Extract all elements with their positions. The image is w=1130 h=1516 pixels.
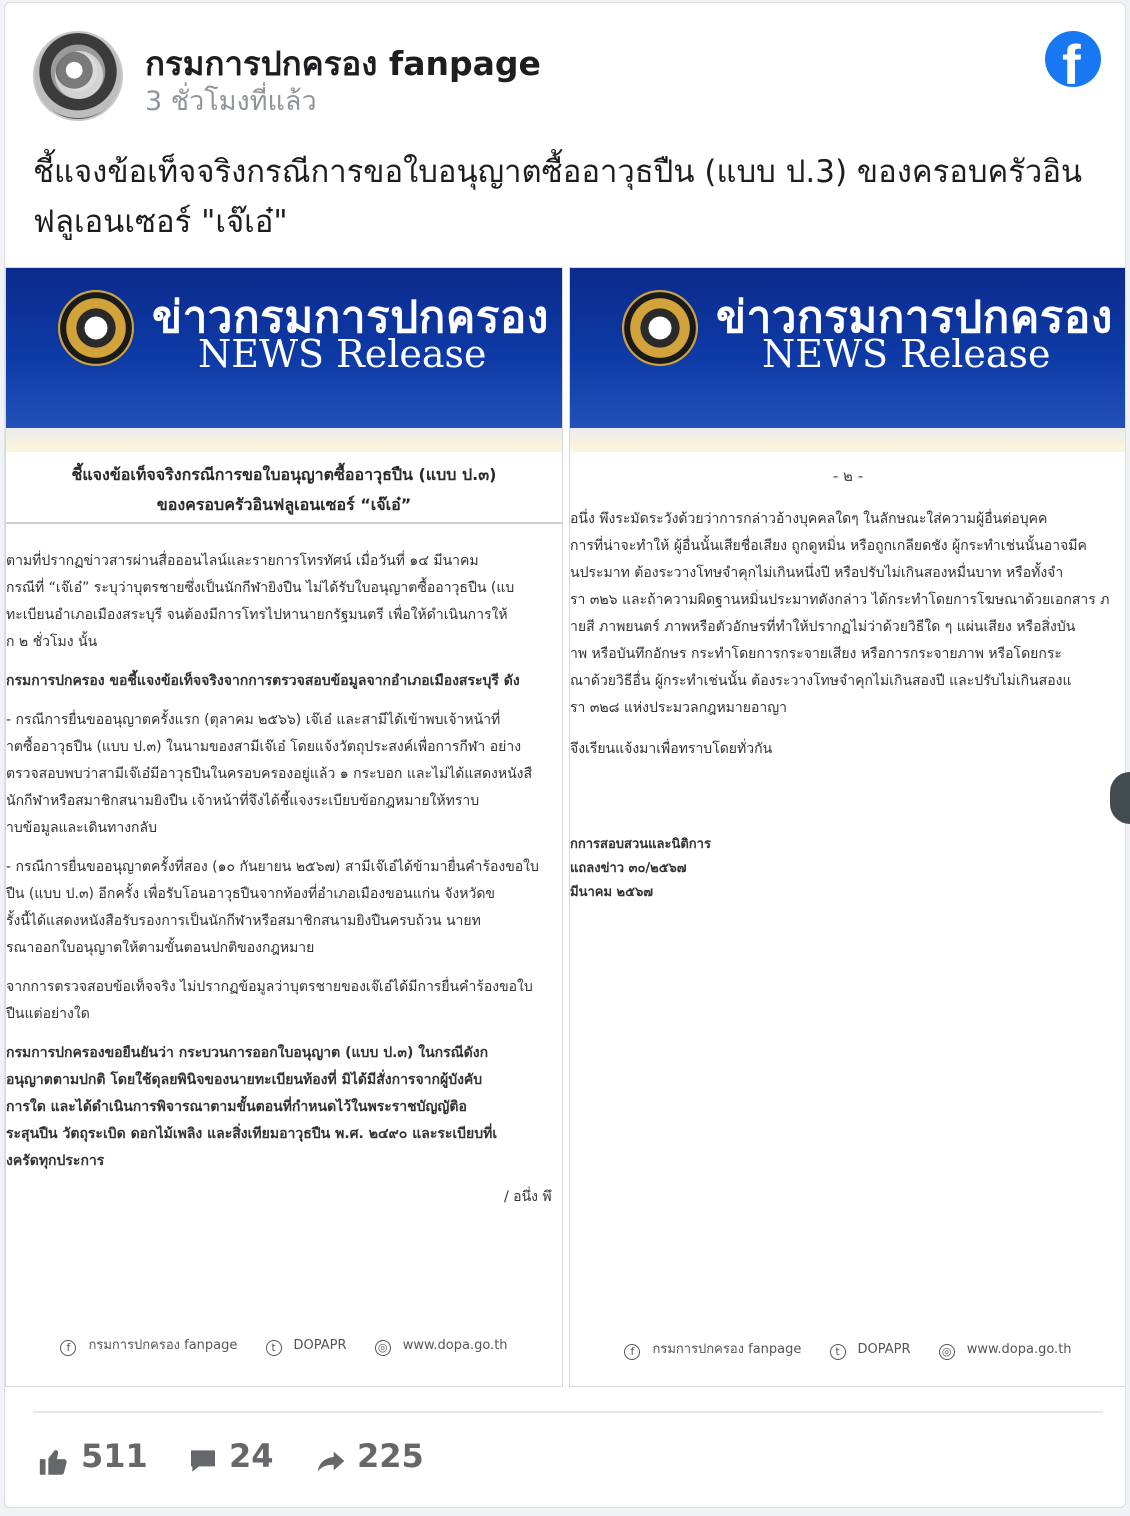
page-avatar[interactable]	[33, 31, 123, 121]
body-line: อนึ่ง พึงระมัดระวังด้วยว่าการกล่าวอ้างบุคคลใดๆ ในลักษณะใส่ความผู้อื่นต่อบุคค	[570, 511, 1048, 527]
divider	[33, 1411, 1103, 1413]
body-line: าตซื้ออาวุธปืน (แบบ ป.๓) ในนามของสามีเจ๊เอ๋ โดยแจ้งวัตถุประสงค์เพื่อการกีฬา อย่าง	[6, 739, 522, 755]
facebook-icon: f	[624, 1344, 640, 1360]
body-line: รา ๓๒๖ และถ้าความผิดฐานหมิ่นประมาทดังกล่าว ได้กระทำโดยการโฆษณาด้วยเอกสาร ภ	[570, 592, 1110, 608]
footer-website: www.dopa.go.th	[402, 1338, 508, 1353]
body-line: งครัดทุกประการ	[6, 1153, 105, 1169]
body-line: ปืนแต่อย่างใด	[6, 1006, 90, 1022]
body-line: รา ๓๒๘ แห่งประมวลกฎหมายอาญา	[570, 700, 788, 716]
body-line: ตามที่ปรากฏข่าวสารผ่านสื่อออนไลน์และรายการโทรทัศน์ เมื่อวันที่ ๑๔ มีนาคม	[6, 553, 479, 569]
body-line: าพ หรือบันทึกอักษร กระทำโดยการกระจายเสียง หรือการกระจายภาพ หรือโดยกระ	[570, 646, 1062, 662]
body-line: ก ๒ ชั่วโมง นั้น	[6, 634, 98, 650]
news-release-page-1[interactable]	[5, 267, 563, 1387]
banner-title-thai: ข่าวกรมการปกครอง	[152, 292, 549, 343]
body-line: นักกีฬาหรือสมาชิกสนามยิงปืน เจ้าหน้าที่จึงได้ชี้แจงระเบียบข้อกฎหมายให้ทราบ	[6, 793, 480, 809]
twitter-icon: t	[266, 1340, 282, 1356]
body-line: นประมาท ต้องระวางโทษจำคุกไม่เกินหนึ่งปี หรือปรับไม่เกินสองหมื่นบาท หรือทั้งจำ	[570, 565, 1064, 581]
reference-line: แถลงข่าว ๓๐/๒๕๖๗	[570, 861, 687, 876]
post-card	[4, 2, 1126, 1508]
release-footer	[6, 1334, 562, 1356]
facebook-icon[interactable]: f	[1045, 31, 1101, 87]
body-line: ตรวจสอบพบว่าสามีเจ๊เอ๋มีอาวุธปืนในครอบครองอยู่แล้ว ๑ กระบอก และไม่ได้แสดงหนังสื	[6, 766, 533, 782]
globe-icon: ◎	[375, 1340, 391, 1356]
news-release-page-2[interactable]	[569, 267, 1126, 1387]
page-number: - ๒ -	[832, 467, 864, 485]
body-line: การใด และได้ดำเนินการพิจารณาตามขั้นตอนที่กำหนดไว้ในพระราชบัญญัติอ	[6, 1099, 467, 1115]
share-count: 225	[357, 1437, 424, 1475]
post-images[interactable]	[5, 267, 1126, 1389]
body-line: ปืน (แบบ ป.๓) อีกครั้ง เพื่อรับโอนอาวุธปืนจากท้องที่อำเภอเมืองขอนแก่น จังหวัดข	[6, 886, 496, 902]
body-line: อนุญาตตามปกติ โดยใช้ดุลยพินิจของนายทะเบียนท้องที่ มิได้มีสั่งการจากผู้บังคับ	[6, 1072, 483, 1088]
body-line: การที่น่าจะทำให้ ผู้อื่นนั้นเสียชื่อเสียง ถูกดูหมิ่น หรือถูกเกลียดชัง ผู้กระทำเช่นนั้นอาจมีค	[570, 538, 1087, 554]
body-line: จึงเรียนแจ้งมาเพื่อทราบโดยทั่วกัน	[570, 741, 773, 757]
reference-line: มีนาคม ๒๕๖๗	[570, 885, 653, 900]
release-title-line: ของครอบครัวอินฟลูเอนเซอร์ “เจ๊เอ๋”	[156, 495, 412, 514]
page-name[interactable]: กรมการปกครอง fanpage	[145, 44, 541, 83]
banner-title-english: NEWS Release	[198, 332, 487, 376]
post-timestamp[interactable]: 3 ชั่วโมงที่แล้ว	[145, 86, 317, 117]
footer-handle: DOPAPR	[857, 1342, 911, 1357]
release-title	[6, 454, 562, 524]
body-line: รณาออกใบอนุญาตให้ตามขั้นตอนปกติของกฎหมาย	[6, 940, 315, 956]
release-footer	[570, 1338, 1126, 1360]
body-line: ายสี ภาพยนตร์ ภาพหรือตัวอักษรที่ทำให้ปรากฏไม่ว่าด้วยวิธีใด ๆ แผ่นเสียง หรือสิ่งบัน	[570, 619, 1076, 635]
dopa-seal-icon	[622, 290, 698, 366]
body-line: กรณีที่ “เจ๊เอ๋” ระบุว่าบุตรชายซึ่งเป็นนักกีฬายิงปืน ไม่ได้รับใบอนุญาตซื้ออาวุธปืน (แบ	[6, 580, 515, 596]
continued-marker: / อนึ่ง พึ	[504, 1189, 552, 1205]
body-line: กรมการปกครอง ขอชี้แจงข้อเท็จจริงจากการตรวจสอบข้อมูลจากอำเภอเมืองสระบุรี ดัง	[6, 673, 520, 689]
news-banner	[570, 268, 1126, 428]
body-line: - กรณีการยื่นขออนุญาตครั้งที่สอง (๑๐ กันยายน ๒๕๖๗) สามีเจ๊เอ๋ได้ข้ามายื่นคำร้องขอใบ	[6, 859, 539, 875]
body-line: ทะเบียนอำเภอเมืองสระบุรี จนต้องมีการโทรไปหานายกรัฐมนตรี เพื่อให้ดำเนินการให้	[6, 607, 508, 623]
globe-icon: ◎	[939, 1344, 955, 1360]
body-line: ระสุนปืน วัตถุระเบิด ดอกไม้เพลิง และสิ่งเทียมอาวุธปืน พ.ศ. ๒๔๙๐ และระเบียบที่เ	[6, 1126, 498, 1142]
dopa-seal-icon	[58, 290, 134, 366]
footer-fanpage: กรมการปกครอง fanpage	[652, 1342, 802, 1357]
body-line: กรมการปกครองขอยืนยันว่า กระบวนการออกใบอนุญาต (แบบ ป.๓) ในกรณีดังก	[6, 1045, 489, 1061]
release-body	[6, 548, 563, 1175]
comment-icon	[187, 1445, 219, 1477]
twitter-icon: t	[830, 1344, 846, 1360]
body-line: าบข้อมูลและเดินทางกลับ	[6, 820, 157, 836]
share-arrow-icon	[315, 1445, 347, 1477]
post-caption: ชี้แจงข้อเท็จจริงกรณีการขอใบอนุญาตซื้ออาวุธปืน (แบบ ป.3) ของครอบครัวอินฟลูเอนเซอร์ "เจ๊เอ๋"	[33, 154, 1083, 240]
facebook-icon: f	[60, 1340, 76, 1356]
footer-website: www.dopa.go.th	[966, 1342, 1072, 1357]
body-line: - กรณีการยื่นขออนุญาตครั้งแรก (ตุลาคม ๒๕๖๖) เจ๊เอ๋ และสามีได้เข้าพบเจ้าหน้าที่	[6, 712, 501, 728]
body-line: จากการตรวจสอบข้อเท็จจริง ไม่ปรากฏข้อมูลว่าบุตรชายของเจ๊เอ๋ได้มีการยื่นคำร้องขอใบ	[6, 979, 533, 995]
post-header	[5, 3, 1125, 123]
body-line: รั้งนี้ได้แสดงหนังสือรับรองการเป็นนักกีฬาหรือสมาชิกสนามยิงปืนครบถ้วน นายท	[6, 913, 481, 929]
footer-handle: DOPAPR	[293, 1338, 347, 1353]
banner-title-english: NEWS Release	[762, 332, 1051, 376]
news-banner	[6, 268, 562, 428]
like-count: 511	[81, 1437, 148, 1475]
footer-fanpage: กรมการปกครอง fanpage	[88, 1338, 238, 1353]
thumbs-up-icon	[37, 1445, 71, 1479]
body-line: ณาด้วยวิธีอื่น ผู้กระทำเช่นนั้น ต้องระวางโทษจำคุกไม่เกินสองปี และปรับไม่เกินสองแ	[570, 673, 1072, 689]
reference-line: กการสอบสวนและนิติการ	[570, 837, 711, 852]
release-title-line: ชี้แจงข้อเท็จจริงกรณีการขอใบอนุญาตซื้ออาวุธปืน (แบบ ป.๓)	[71, 465, 497, 484]
comment-count: 24	[229, 1437, 274, 1475]
engagement-bar	[37, 1435, 1037, 1491]
release-body	[570, 506, 1126, 905]
banner-title-thai: ข่าวกรมการปกครอง	[716, 292, 1113, 343]
